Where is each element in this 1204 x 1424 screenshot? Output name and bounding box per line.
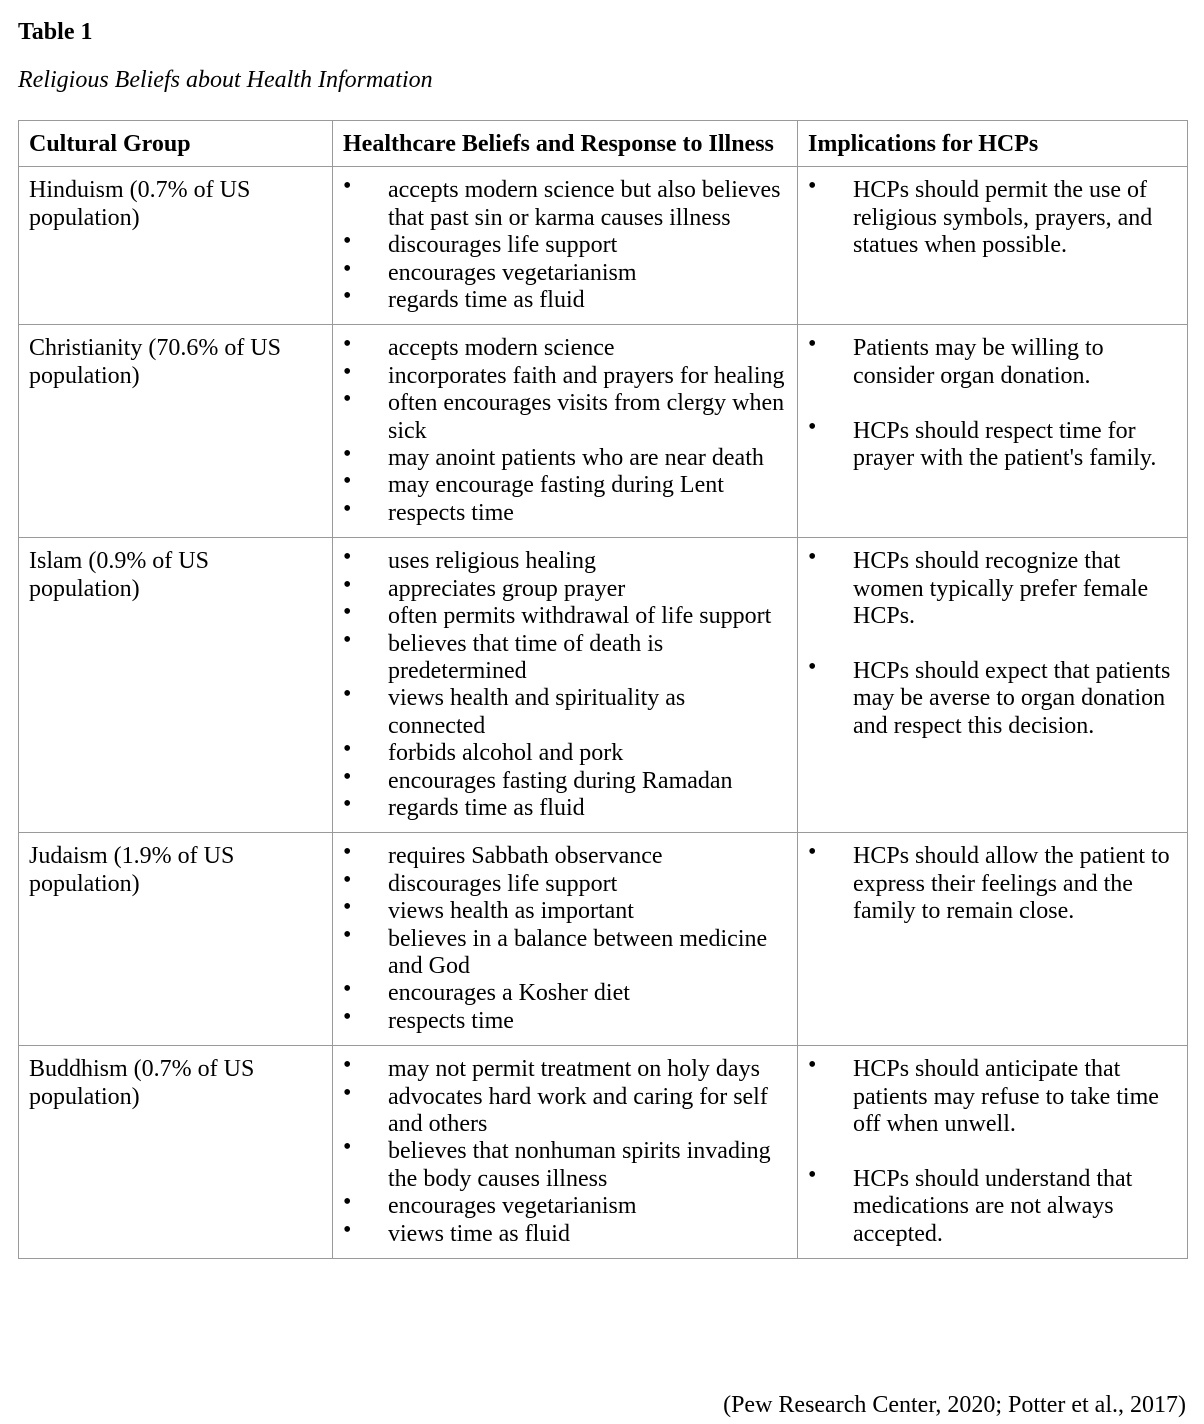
citation: (Pew Research Center, 2020; Potter et al., 2017): [723, 1392, 1186, 1418]
beliefs-list: [343, 177, 787, 314]
table-header-row: [19, 121, 1188, 167]
beliefs-list: [343, 1056, 787, 1248]
belief-list-item: • may encourage fasting during Lent: [343, 472, 787, 499]
belief-list-item: • views health and spirituality as connected: [343, 685, 787, 740]
cultural-group-cell: Judaism (1.9% of US population): [19, 833, 333, 1046]
belief-list-item: • often encourages visits from clergy when sick: [343, 390, 787, 445]
table-row: [19, 325, 1188, 538]
implications-list: [808, 335, 1177, 472]
implications-cell: [798, 325, 1188, 538]
belief-list-item: • believes that time of death is predetermined: [343, 631, 787, 686]
implications-cell: [798, 1046, 1188, 1259]
implications-list: [808, 843, 1177, 925]
table-label: Table 1: [18, 19, 93, 45]
belief-list-item: • appreciates group prayer: [343, 576, 787, 603]
implication-list-item: • HCPs should recognize that women typically prefer female HCPs.: [808, 548, 1177, 630]
implication-list-item: • HCPs should expect that patients may be averse to organ donation and respect this decision.: [808, 658, 1177, 740]
belief-list-item: • incorporates faith and prayers for healing: [343, 363, 787, 390]
religious-beliefs-table: [18, 120, 1188, 1259]
implications-list: [808, 548, 1177, 740]
beliefs-cell: [333, 833, 798, 1046]
cultural-group-cell: Christianity (70.6% of US population): [19, 325, 333, 538]
belief-list-item: • may not permit treatment on holy days: [343, 1056, 787, 1083]
belief-list-item: • discourages life support: [343, 871, 787, 898]
belief-list-item: • views health as important: [343, 898, 787, 925]
header-cultural-group: Cultural Group: [19, 121, 333, 167]
belief-list-item: • views time as fluid: [343, 1221, 787, 1248]
belief-list-item: • advocates hard work and caring for self and others: [343, 1084, 787, 1139]
beliefs-cell: [333, 167, 798, 325]
beliefs-list: [343, 548, 787, 822]
belief-list-item: • encourages a Kosher diet: [343, 980, 787, 1007]
cultural-group-cell: Hinduism (0.7% of US population): [19, 167, 333, 325]
belief-list-item: • forbids alcohol and pork: [343, 740, 787, 767]
belief-list-item: • believes in a balance between medicine and God: [343, 926, 787, 981]
beliefs-list: [343, 335, 787, 527]
implications-cell: [798, 833, 1188, 1046]
belief-list-item: • uses religious healing: [343, 548, 787, 575]
beliefs-cell: [333, 1046, 798, 1259]
implication-list-item: • HCPs should allow the patient to express their feelings and the family to remain close.: [808, 843, 1177, 925]
beliefs-cell: [333, 538, 798, 833]
belief-list-item: • believes that nonhuman spirits invading the body causes illness: [343, 1138, 787, 1193]
belief-list-item: • discourages life support: [343, 232, 787, 259]
implication-list-item: • Patients may be willing to consider organ donation.: [808, 335, 1177, 390]
table-row: [19, 833, 1188, 1046]
header-implications: Implications for HCPs: [798, 121, 1188, 167]
table-row: [19, 538, 1188, 833]
belief-list-item: • requires Sabbath observance: [343, 843, 787, 870]
table-body: [19, 167, 1188, 1259]
belief-list-item: • accepts modern science: [343, 335, 787, 362]
implications-list: [808, 177, 1177, 259]
implications-cell: [798, 167, 1188, 325]
implication-list-item: • HCPs should understand that medications are not always accepted.: [808, 1166, 1177, 1248]
belief-list-item: • regards time as fluid: [343, 795, 787, 822]
implication-list-item: • HCPs should permit the use of religious symbols, prayers, and statues when possible.: [808, 177, 1177, 259]
belief-list-item: • encourages fasting during Ramadan: [343, 768, 787, 795]
implications-cell: [798, 538, 1188, 833]
table-row: [19, 167, 1188, 325]
cultural-group-cell: Buddhism (0.7% of US population): [19, 1046, 333, 1259]
belief-list-item: • encourages vegetarianism: [343, 1193, 787, 1220]
table-row: [19, 1046, 1188, 1259]
implication-list-item: • HCPs should respect time for prayer with the patient's family.: [808, 418, 1177, 473]
belief-list-item: • may anoint patients who are near death: [343, 445, 787, 472]
belief-list-item: • regards time as fluid: [343, 287, 787, 314]
belief-list-item: • encourages vegetarianism: [343, 260, 787, 287]
belief-list-item: • accepts modern science but also believes that past sin or karma causes illness: [343, 177, 787, 232]
implications-list: [808, 1056, 1177, 1248]
table-title: Religious Beliefs about Health Information: [18, 67, 433, 93]
cultural-group-cell: Islam (0.9% of US population): [19, 538, 333, 833]
beliefs-cell: [333, 325, 798, 538]
implication-list-item: • HCPs should anticipate that patients may refuse to take time off when unwell.: [808, 1056, 1177, 1138]
beliefs-list: [343, 843, 787, 1035]
header-healthcare-beliefs: Healthcare Beliefs and Response to Illness: [333, 121, 798, 167]
belief-list-item: • respects time: [343, 500, 787, 527]
belief-list-item: • often permits withdrawal of life support: [343, 603, 787, 630]
belief-list-item: • respects time: [343, 1008, 787, 1035]
